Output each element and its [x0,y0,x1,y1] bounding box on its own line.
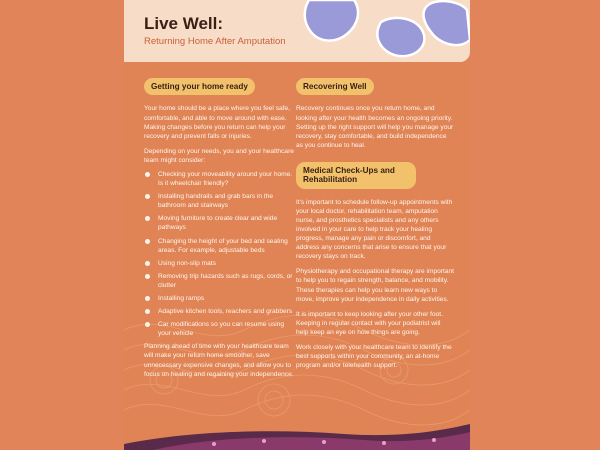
page-subtitle: Returning Home After Amputation [144,36,286,47]
checkups-paragraph: It's important to schedule follow-up appointments with your local doctor, rehabilitation team, amputation nurse, and prosthetics specialists and any others involved in your care to help track your healing progress, manage any pain or discomfort, and address any concerns that arise to ensure that your recovery stays on track. [296,198,453,261]
list-item: Car modifications so you can resume using your vehicle [144,320,294,338]
list-item: Installing handrails and grab bars in the bathroom and stairways [144,192,294,210]
list-item: Adaptive kitchen tools, reachers and grabbers [144,307,294,316]
support-paragraph: Work closely with your healthcare team to identify the best supports within your community, an at-home program and/or telehealth support. [296,344,452,370]
right-column [296,76,454,370]
list-item: Using non-slip mats [144,259,294,268]
bullet-icon [145,296,150,301]
bullet-icon [145,322,150,327]
bullet-icon [145,309,150,314]
bullet-icon [145,261,150,266]
list-item: Installing ramps [144,294,294,303]
list-item: Moving furniture to create clear and wide pathways [144,214,294,232]
bullet-icon [145,274,150,279]
heading-home-ready: Getting your home ready [144,78,255,95]
bullet-icon [145,194,150,199]
list-item: Removing trip hazards such as rugs, cords, or clutter [144,272,294,290]
decorative-blobs [299,0,470,62]
bullet-icon [145,239,150,244]
foot-care-paragraph: It is important to keep looking after your other foot. Keeping in regular contact with your podiatrist will help keep an eye on how things are going. [296,310,443,336]
list-item: Changing the height of your bed and seating areas. For example, adjustable beds [144,237,294,255]
list-item: Checking your moveability around your home. Is it wheelchair friendly? [144,170,294,188]
therapy-paragraph: Physiotherapy and occupational therapy are important to help you to regain strength, balance, and mobility. These therapies can help you learn new ways to move, improve your independence in daily activities. [296,268,454,303]
heading-recovering-well: Recovering Well [296,78,374,95]
recovery-paragraph: Recovery continues once you return home, and looking after your health becomes an ongoing priority. Setting up the right support will help you manage your recovery, stay comfortable, and build independence as you continue to heal. [296,105,454,149]
page-title: Live Well: [144,14,224,33]
home-closing: Planning ahead of time with your healthcare team will make your return home smoother, save unnecessary expensive changes, and allow you to focus on healing and regaining your independence. [144,343,294,378]
heading-medical-checkups: Medical Check-Ups and Rehabilitation [296,162,416,189]
left-column [144,76,294,379]
document-page [124,0,470,450]
home-checklist [144,170,294,338]
bullet-icon [145,216,150,221]
home-lead: Depending on your needs, you and your healthcare team might consider: [144,147,294,164]
home-intro: Your home should be a place where you feel safe, comfortable, and able to move around with ease. Making changes before you return can help your recovery and prevent falls or injuries. [144,105,291,140]
bullet-icon [145,172,150,177]
bottom-artwork [124,414,470,450]
header-band [124,0,470,62]
